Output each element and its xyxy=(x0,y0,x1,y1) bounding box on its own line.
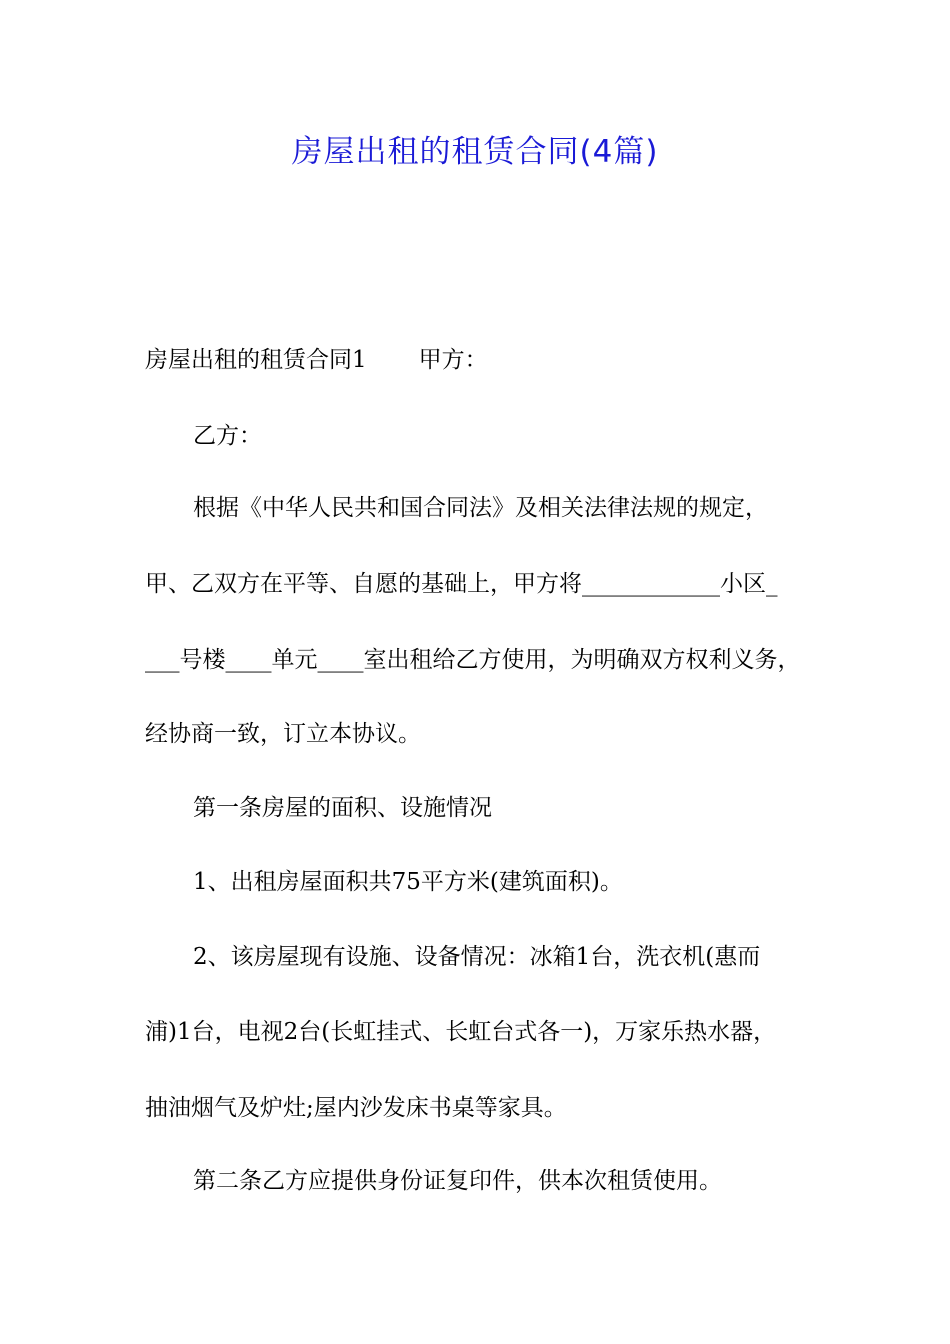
article-heading: 第一条房屋的面积、设施情况 xyxy=(193,795,492,821)
paragraph-line: ___号楼____单元____室出租给乙方使用，为明确双方权利义务， xyxy=(145,647,801,673)
paragraph-line: 浦)1台，电视2台(长虹挂式、长虹台式各一)，万家乐热水器， xyxy=(145,1019,777,1045)
paragraph-line: 经协商一致，订立本协议。 xyxy=(145,721,421,747)
party-b-line: 乙方： xyxy=(193,423,262,449)
paragraph-line: 根据《中华人民共和国合同法》及相关法律法规的规定， xyxy=(193,495,768,521)
paragraph-line: 抽油烟气及炉灶;屋内沙发床书桌等家具。 xyxy=(145,1095,567,1121)
document-title: 房屋出租的租赁合同(4篇) xyxy=(291,134,659,170)
paragraph-line: 甲、乙双方在平等、自愿的基础上，甲方将____________小区_ xyxy=(145,571,778,597)
party-a-label: 甲方： xyxy=(418,347,488,373)
contract-heading-label: 房屋出租的租赁合同1 xyxy=(145,347,367,373)
contract-heading-line xyxy=(145,343,488,377)
article-heading: 第二条乙方应提供身份证复印件，供本次租赁使用。 xyxy=(193,1168,722,1194)
paragraph-line: 2、该房屋现有设施、设备情况：冰箱1台，洗衣机(惠而 xyxy=(193,944,761,970)
paragraph-line: 1、出租房屋面积共75平方米(建筑面积)。 xyxy=(193,869,623,895)
